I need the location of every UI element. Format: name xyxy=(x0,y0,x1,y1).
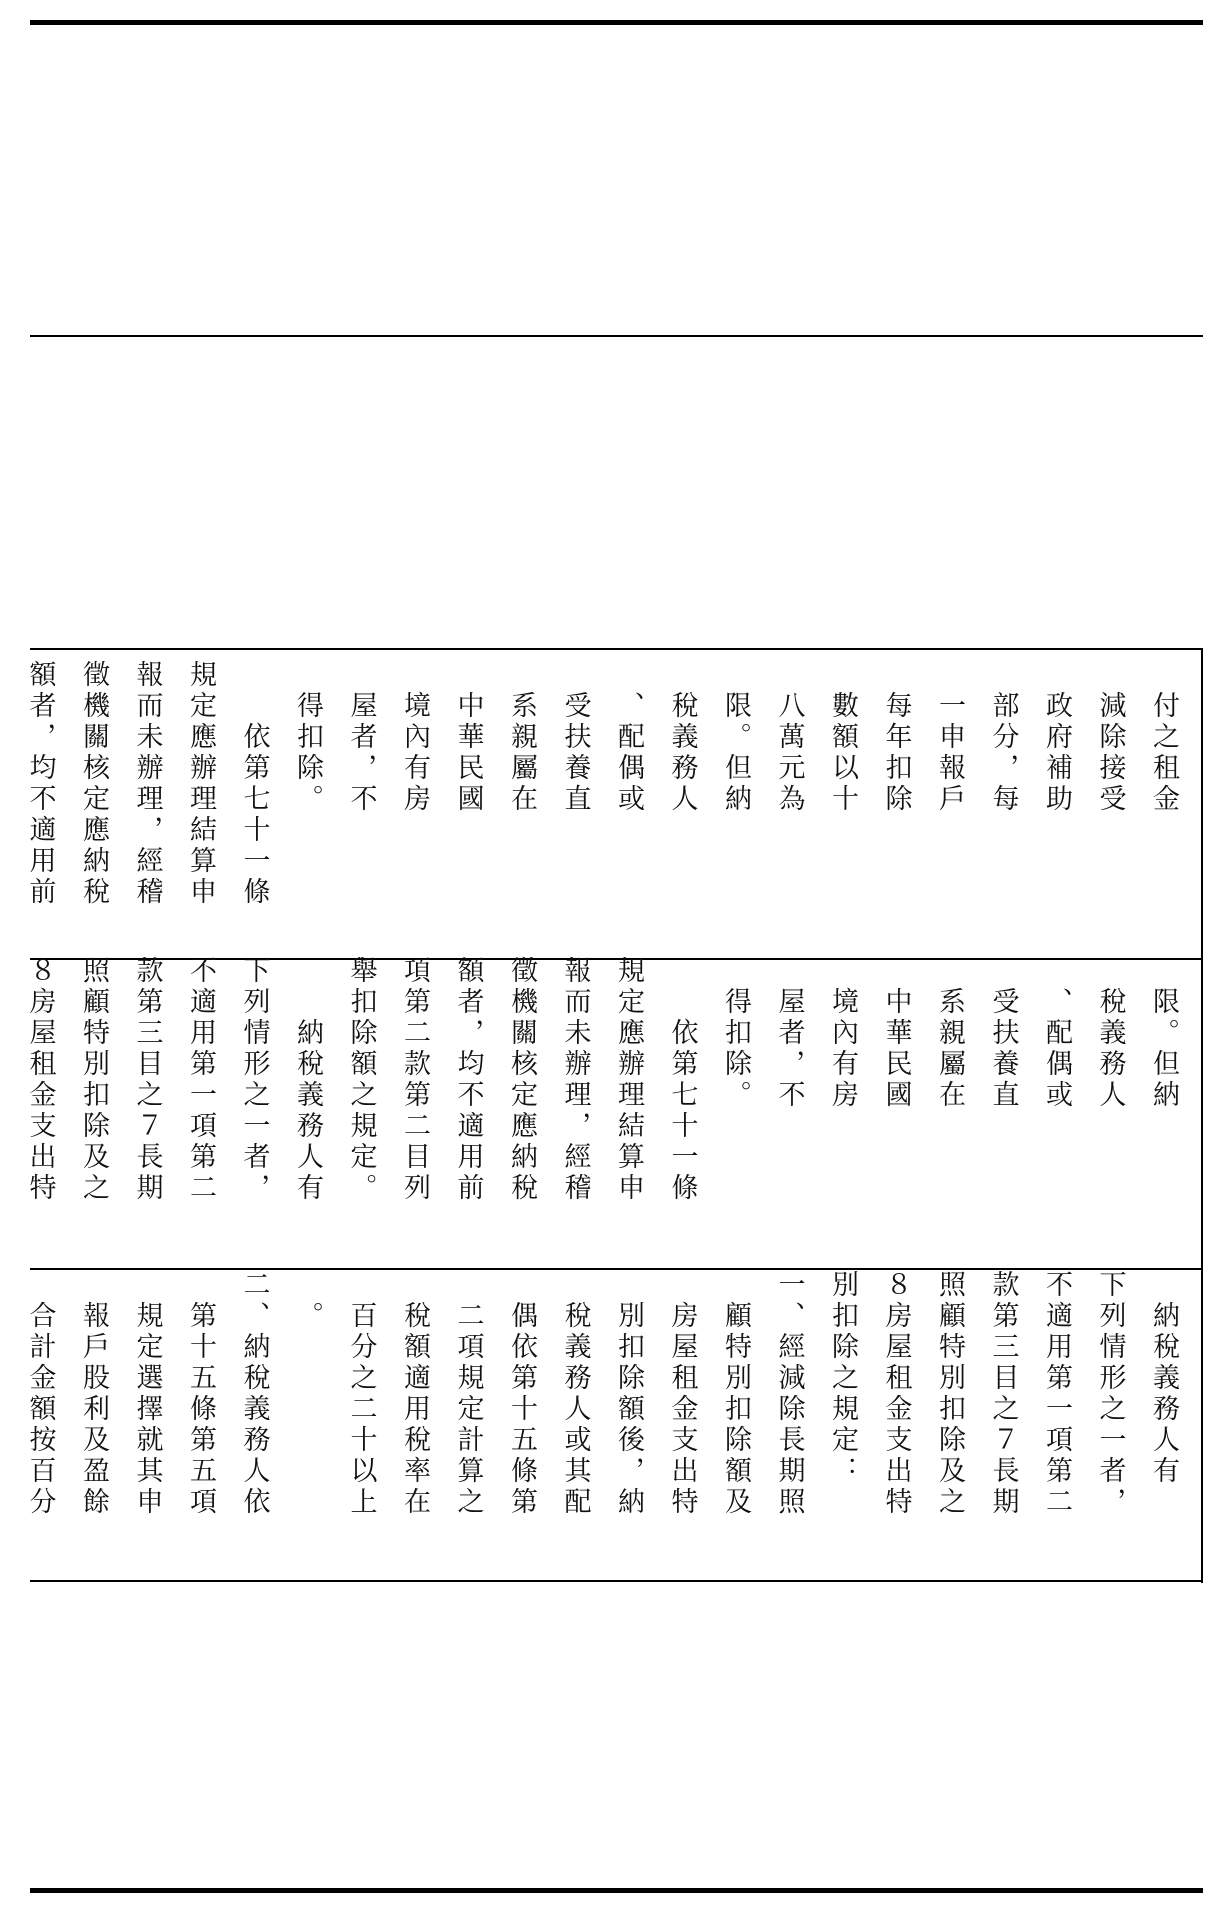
text-column: 受扶養直 xyxy=(987,956,1019,1111)
text-column: 限。但納 xyxy=(720,660,751,815)
text-column: 徵機關核定應納稅 xyxy=(506,956,537,1204)
text-column: 別扣除額後，納 xyxy=(613,1270,644,1518)
text-column: 限。但納 xyxy=(1148,956,1179,1111)
text-column: 舉扣除額之規定。 xyxy=(345,956,377,1204)
text-column: 稅義務人或其配 xyxy=(559,1270,591,1518)
text-column: 納稅義務人有 xyxy=(292,956,323,1204)
text-column: 付之租金 xyxy=(1148,660,1179,815)
text-column: 一申報戶 xyxy=(934,660,965,815)
text-column: 每年扣除 xyxy=(880,660,912,815)
text-column: 規定選擇就其申 xyxy=(131,1270,163,1518)
text-column: 下列情形之一者， xyxy=(1094,1270,1126,1518)
text-column: 中華民國 xyxy=(452,660,484,815)
text-column: 屋者，不 xyxy=(773,956,805,1111)
text-column: 報而未辦理，經稽 xyxy=(559,956,591,1204)
text-column: 數額以十 xyxy=(827,660,858,815)
text-column: 、配偶或 xyxy=(1041,956,1072,1111)
text-column: 政府補助 xyxy=(1041,660,1072,815)
text-column: 減除接受 xyxy=(1094,660,1126,815)
text-column: 。 xyxy=(292,1270,323,1332)
section-divider-1 xyxy=(30,648,1203,650)
text-column: 系親屬在 xyxy=(506,660,537,815)
text-column: ８房屋租金支出特 xyxy=(24,956,56,1204)
text-column: 款第三目之７長期 xyxy=(131,956,163,1204)
text-column: 徵機關核定應納稅 xyxy=(78,660,109,908)
text-column: 報戶股利及盈餘 xyxy=(78,1270,109,1518)
text-column: 照顧特別扣除及之 xyxy=(934,1270,965,1518)
section-divider-4 xyxy=(30,1580,1203,1582)
text-column: 中華民國 xyxy=(880,956,912,1111)
text-column: 一、經減除長期照 xyxy=(773,1270,805,1518)
text-column: 規定應辦理結算申 xyxy=(185,660,216,908)
text-column: 下列情形之一者， xyxy=(238,956,270,1204)
text-column: 受扶養直 xyxy=(559,660,591,815)
text-column: 屋者，不 xyxy=(345,660,377,815)
text-column: 得扣除。 xyxy=(292,660,323,815)
text-column: 不適用第一項第二 xyxy=(185,956,216,1204)
text-column: 顧特別扣除額及 xyxy=(720,1270,751,1518)
text-column: 八萬元為 xyxy=(773,660,805,815)
text-column: 額者，均不適用前 xyxy=(24,660,56,908)
text-column: 規定應辦理結算申 xyxy=(613,956,644,1204)
text-column: 依第七十一條 xyxy=(238,660,270,908)
text-column: 得扣除。 xyxy=(720,956,751,1111)
text-column: 額者，均不適用前 xyxy=(452,956,484,1204)
text-column: 別扣除之規定： xyxy=(827,1270,858,1487)
text-column: ８房屋租金支出特 xyxy=(880,1270,912,1518)
text-column: 稅額適用稅率在 xyxy=(399,1270,430,1518)
text-column: 第十五條第五項 xyxy=(185,1270,216,1518)
top-rule xyxy=(30,20,1203,25)
text-column: 依第七十一條 xyxy=(666,956,698,1204)
text-column: 部分，每 xyxy=(987,660,1019,815)
text-column: 、配偶或 xyxy=(613,660,644,815)
text-column: 二、納稅義務人依 xyxy=(238,1270,270,1518)
text-column: 二項規定計算之 xyxy=(452,1270,484,1518)
upper-rule xyxy=(30,335,1203,337)
text-column: 房屋租金支出特 xyxy=(666,1270,698,1518)
bottom-rule xyxy=(30,1888,1203,1893)
text-column: 報而未辦理，經稽 xyxy=(131,660,163,908)
text-column: 照顧特別扣除及之 xyxy=(78,956,109,1204)
text-column: 偶依第十五條第 xyxy=(506,1270,537,1518)
text-column: 境內有房 xyxy=(827,956,858,1111)
text-column: 納稅義務人有 xyxy=(1148,1270,1179,1487)
text-column: 款第三目之７長期 xyxy=(987,1270,1019,1518)
text-column: 項第二款第二目列 xyxy=(399,956,430,1204)
text-column: 合計金額按百分 xyxy=(24,1270,56,1518)
text-column: 不適用第一項第二 xyxy=(1041,1270,1072,1518)
right-border-line xyxy=(1201,648,1203,1583)
text-column: 系親屬在 xyxy=(934,956,965,1111)
text-column: 稅義務人 xyxy=(1094,956,1126,1111)
text-column: 稅義務人 xyxy=(666,660,698,815)
text-column: 百分之二十以上 xyxy=(345,1270,377,1518)
text-column: 境內有房 xyxy=(399,660,430,815)
